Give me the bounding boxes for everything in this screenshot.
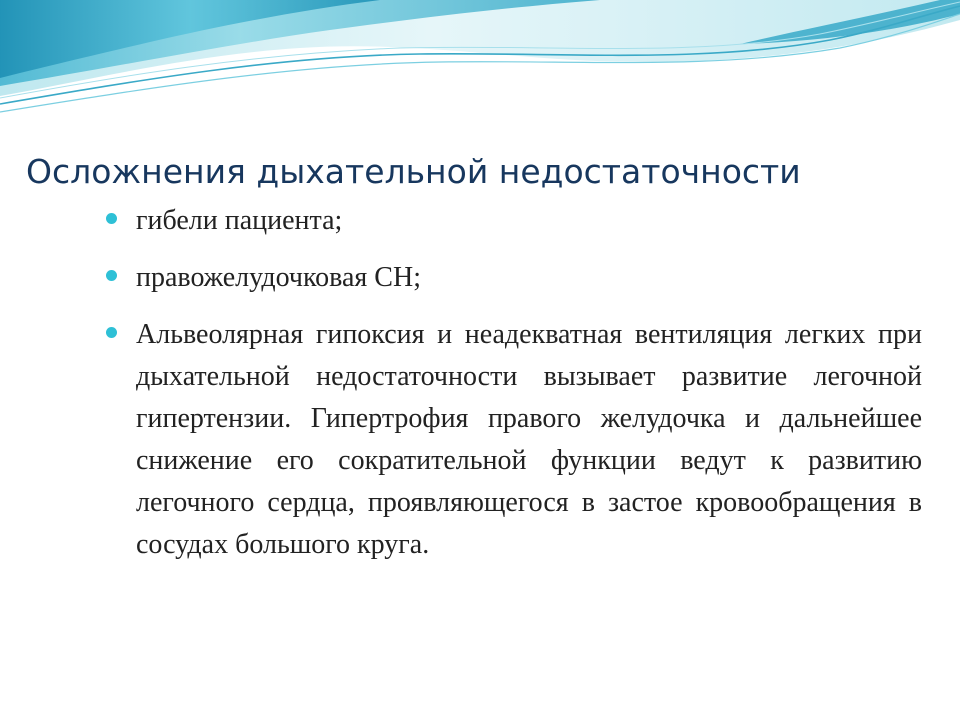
- bullet-item: [106, 314, 922, 566]
- bullet-text: Альвеолярная гипоксия и неадекватная вентиляция легких при дыхательной недостаточности вызывает развитие легочной гипертензии. Гипертрофия правого желудочка и дальнейшее снижение его сократительной функции ведут к развитию легочного сердца, проявляющегося в застое кровообращения в сосудах большого круга.: [136, 319, 922, 560]
- bullet-item: [106, 257, 922, 299]
- bullet-dot-icon: [106, 270, 117, 281]
- wave-header-decoration: [0, 0, 960, 130]
- bullet-list: [106, 200, 922, 581]
- bullet-dot-icon: [106, 327, 117, 338]
- bullet-item: [106, 200, 922, 242]
- slide-title: Осложнения дыхательной недостаточности: [26, 152, 801, 191]
- bullet-text: правожелудочковая СН;: [136, 262, 421, 293]
- bullet-text: гибели пациента;: [136, 205, 343, 236]
- bullet-dot-icon: [106, 213, 117, 224]
